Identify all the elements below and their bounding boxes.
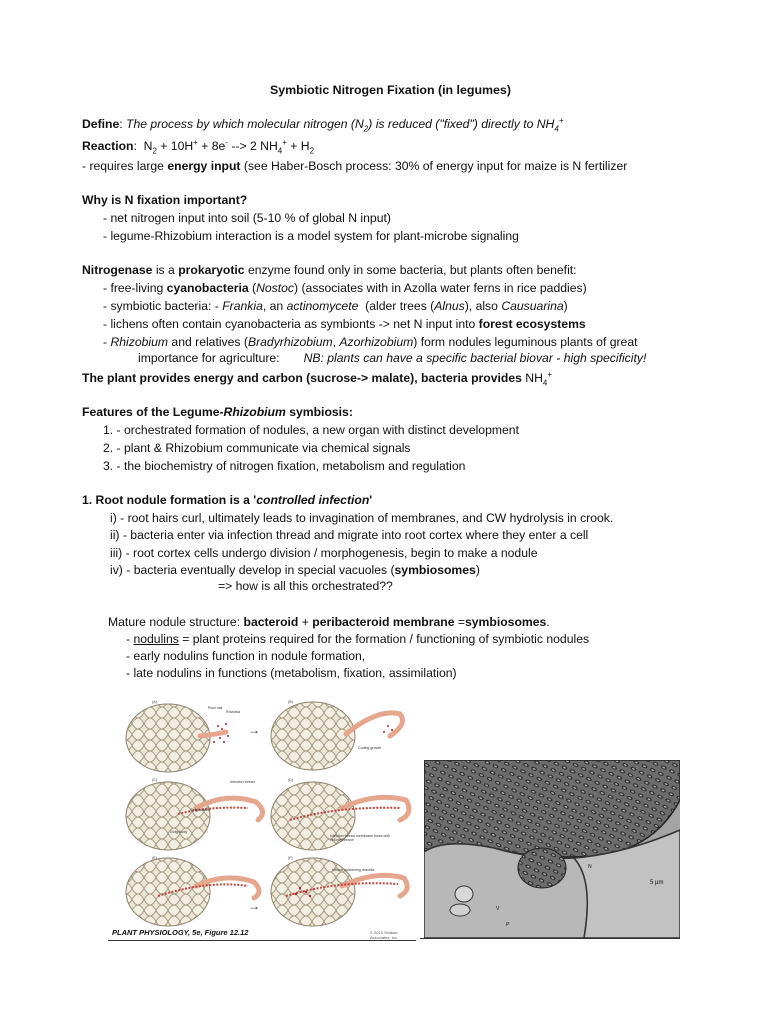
late-nodulins-line: - late nodulins in functions (metabolism, fixation, assimilation) bbox=[126, 666, 457, 680]
why-item-1: - net nitrogen input into soil (5-10 % of global N input) bbox=[103, 211, 391, 225]
label-golgi-body: Golgi body bbox=[170, 830, 188, 834]
label-golgi-vesicle: Golgi vesicle bbox=[190, 808, 211, 812]
micrograph-label-v: V bbox=[496, 906, 500, 912]
panel-b-cells bbox=[271, 702, 355, 770]
feature-item-2: 2. - plant & Rhizobium communicate via chemical signals bbox=[103, 441, 411, 455]
lichens-line: - lichens often contain cyanobacteria as symbionts -> net N input into forest ecosystems bbox=[103, 317, 586, 331]
define-line: Define: The process by which molecular nitrogen $(N_2)$ is reduced ("fixed") directly to $NH_4^+$ bbox=[82, 115, 564, 134]
panel-d-label: (D) bbox=[288, 778, 293, 782]
figure-rule-right bbox=[420, 938, 680, 939]
reaction-label: Reaction bbox=[82, 139, 134, 153]
svg-text:→: → bbox=[248, 723, 260, 737]
label-curling: Curling growth bbox=[358, 746, 382, 750]
reaction-equation: $N_2 + 10H^+ + 8e^-$ --> 2 $NH_4^+ + H_2$ bbox=[143, 137, 315, 156]
nodule-step-ii: ii) - bacteria enter via infection thread and migrate into root cortex where they enter a cell bbox=[110, 528, 589, 542]
orchestrated-line: => how is all this orchestrated?? bbox=[218, 579, 393, 593]
features-heading: Features of the Legume-Rhizobium symbiosis: bbox=[82, 405, 353, 419]
mature-line: Mature nodule structure: bacteroid + peribacteroid membrane =symbiosomes. bbox=[108, 615, 550, 629]
micrograph-label-p: P bbox=[506, 922, 510, 928]
symbiotic-line: - symbiotic bacteria: - Frankia, an actinomycete (alder trees (Alnus), also Causuarina) bbox=[103, 299, 568, 313]
panel-a-cells bbox=[126, 704, 210, 772]
nodule-step-i: i) - root hairs curl, ultimately leads to invagination of membranes, and CW hydrolysis in crook. bbox=[110, 511, 614, 525]
label-infection-thread: Infection thread bbox=[230, 780, 255, 784]
label-vesicle-rhizobia: Vesicle containing rhizobia bbox=[332, 868, 375, 872]
rhizobium-line: - Rhizobium and relatives (Bradyrhizobium, Azorhizobium) form nodules leguminous plants of great bbox=[103, 335, 638, 349]
panel-a-label: (A) bbox=[152, 700, 157, 704]
feature-item-1: 1. - orchestrated formation of nodules, a new organ with distinct development bbox=[103, 423, 519, 437]
nodule-step-iv: iv) - bacteria eventually develop in special vacuoles (symbiosomes) bbox=[110, 563, 480, 577]
importance-line: importance for agriculture: NB: plants can have a specific bacterial biovar - high specificity! bbox=[138, 351, 647, 365]
cyanobacteria-line: - free-living cyanobacteria (Nostoc) (associates with in Azolla water ferns in rice paddies) bbox=[103, 281, 587, 295]
figure-copyright: © 2010 Sinauer Associates, Inc. bbox=[370, 930, 399, 940]
panel-f-label: (F) bbox=[288, 856, 293, 860]
infection-figure bbox=[108, 696, 414, 940]
panel-e-label: (E) bbox=[152, 856, 157, 860]
label-rhizobia: Rhizobia bbox=[226, 710, 240, 714]
document-title: Symbiotic Nitrogen Fixation (in legumes) bbox=[270, 83, 511, 97]
early-nodulins-line: - early nodulins function in nodule formation, bbox=[126, 649, 366, 663]
nodule-step-iii: iii) - root cortex cells undergo division / morphogenesis, begin to make a nodule bbox=[110, 546, 538, 560]
why-item-2: - legume-Rhizobium interaction is a model system for plant-microbe signaling bbox=[103, 229, 519, 243]
define-label: Define bbox=[82, 117, 120, 131]
define-text: The process by which molecular nitrogen $(N_2)$ is reduced ("fixed") directly to $NH_4^+$ bbox=[126, 115, 564, 134]
energy-line: - requires large energy input (see Haber-Bosch process: 30% of energy input for maize is N fertilizer bbox=[82, 159, 628, 173]
svg-text:→: → bbox=[248, 899, 260, 913]
label-thread-membrane: Infection thread membrane fuses with cell membrane bbox=[330, 834, 390, 842]
panel-c-label: (C) bbox=[152, 778, 157, 782]
infection-diagram bbox=[108, 696, 414, 940]
nodule-micrograph bbox=[424, 760, 680, 938]
label-root-hair: Root hair bbox=[208, 706, 223, 710]
why-heading: Why is N fixation important? bbox=[82, 193, 248, 207]
nodulins-line: - nodulins = plant proteins required for the formation / functioning of symbiotic nodules bbox=[126, 632, 590, 646]
nodule-heading: 1. Root nodule formation is a 'controlled infection' bbox=[82, 493, 373, 507]
micrograph-image bbox=[424, 760, 680, 938]
micrograph-label-n: N bbox=[588, 864, 592, 870]
figure-caption: PLANT PHYSIOLOGY, 5e, Figure 12.12 bbox=[112, 928, 249, 937]
panel-b-label: (B) bbox=[288, 700, 293, 704]
reaction-line: Reaction: $N_2 + 10H^+ + 8e^-$ --> 2 $NH_4^+ + H_2$ bbox=[82, 137, 315, 156]
provides-line: The plant provides energy and carbon (sucrose-> malate), bacteria provides $NH_4^+$ bbox=[82, 369, 553, 388]
nitrogenase-line: Nitrogenase is a prokaryotic enzyme found only in some bacteria, but plants often benefit: bbox=[82, 263, 577, 277]
feature-item-3: 3. - the biochemistry of nitrogen fixation, metabolism and regulation bbox=[103, 459, 466, 473]
figure-rule-left bbox=[108, 940, 416, 941]
micrograph-scale-label: 5 µm bbox=[650, 880, 664, 886]
panel-e-cells bbox=[126, 858, 210, 926]
panel-c-cells bbox=[126, 782, 210, 850]
